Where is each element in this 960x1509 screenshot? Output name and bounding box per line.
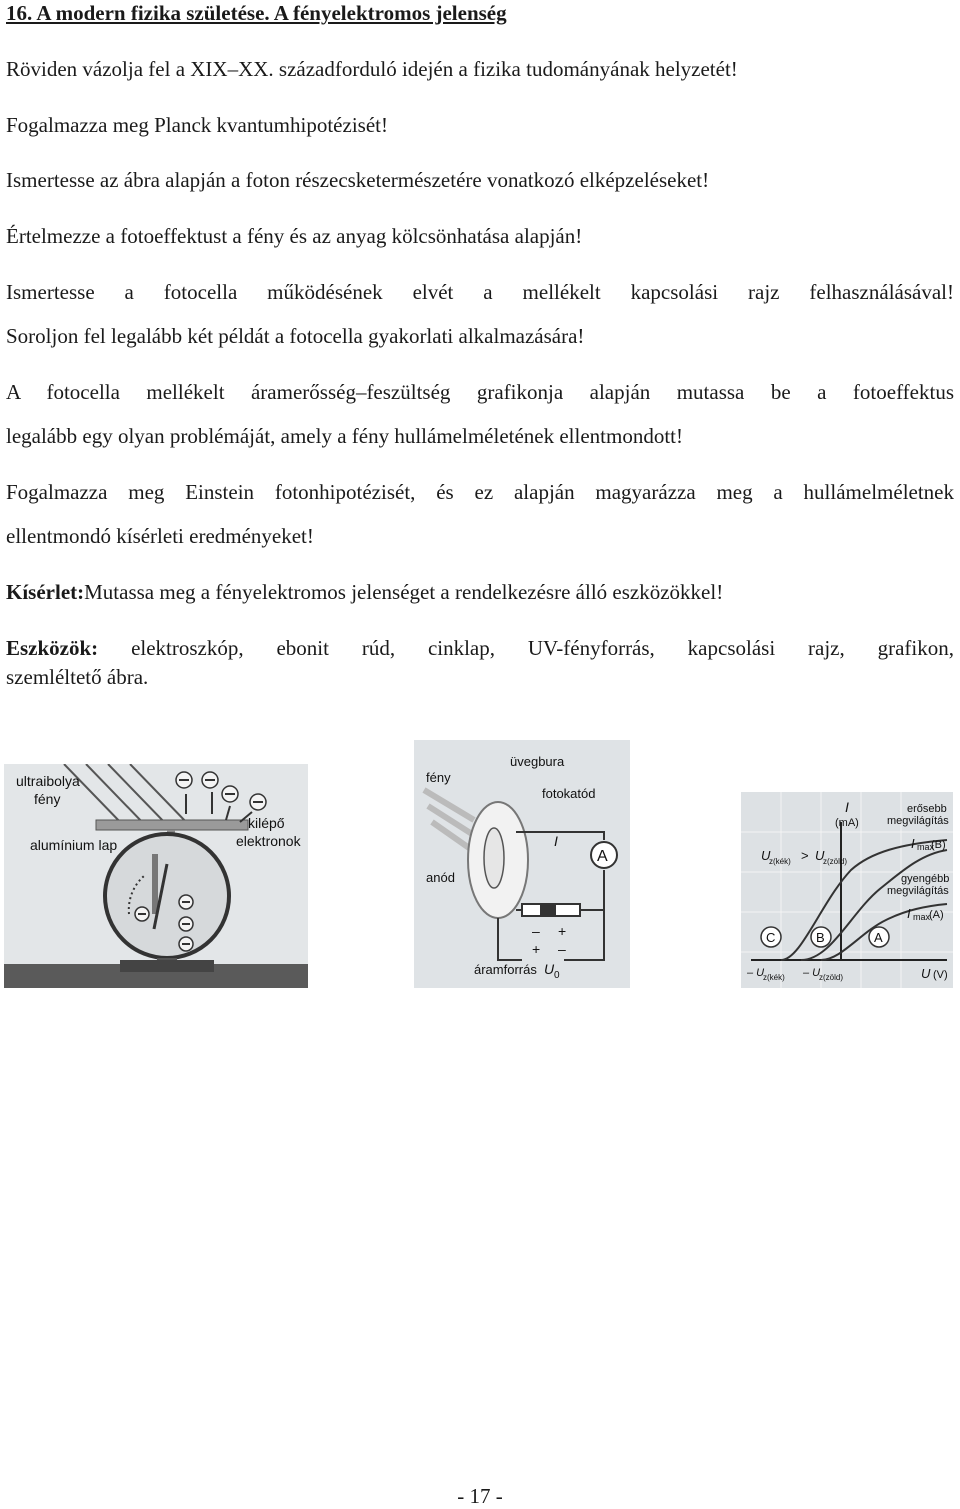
compare-s2: z(zöld): [823, 857, 848, 866]
weaker-label-1: gyengébb: [901, 873, 950, 885]
y-axis-label: I: [845, 799, 849, 815]
experiment-label: Kísérlet:: [6, 580, 85, 604]
imax-b-sub: max: [917, 842, 935, 852]
page-number: - 17 -: [457, 1484, 503, 1508]
x-axis-label: U: [921, 966, 931, 981]
label-voltage-sub: 0: [554, 970, 560, 981]
x-axis-unit: (V): [933, 969, 948, 981]
task-line-6: Soroljon fel legalább két példát a fotocella gyakorlati alkalmazására!: [6, 324, 585, 348]
imax-a-tag: (A): [929, 909, 944, 921]
compare-u1: U: [761, 848, 771, 863]
stronger-label-1: erősebb: [907, 803, 947, 815]
neg-s1: z(kék): [763, 973, 785, 982]
label-light-ray: fény: [426, 770, 451, 785]
tools-line-1: [6, 635, 954, 661]
label-electrons: elektronok: [236, 833, 301, 849]
page-title: 16. A modern fizika születése. A fényelektromos jelenség: [6, 1, 507, 25]
curve-a-label: A: [874, 930, 883, 945]
task-line-2: Fogalmazza meg Planck kvantumhipotézisét!: [6, 113, 388, 137]
label-anode: anód: [426, 870, 455, 885]
label-ultraviolet: ultraibolya: [16, 773, 80, 789]
electroscope-figure: [4, 764, 308, 988]
neg-u1: – U: [747, 967, 765, 979]
compare-gt: >: [801, 848, 809, 863]
task-line-5: Ismertesse a fotocella működésének elvét a mellékelt kapcsolási rajz felhasználásával!: [6, 280, 954, 304]
photocell-circuit-figure: [414, 740, 630, 988]
label-minus: –: [532, 923, 540, 939]
label-power-source: áramforrás: [474, 962, 537, 977]
task-line-1: Röviden vázolja fel a XIX–XX. századforduló idején a fizika tudományának helyzetét!: [6, 57, 738, 81]
label-light: fény: [34, 791, 61, 807]
label-plus: +: [558, 923, 567, 939]
imax-b-tag: (B): [931, 839, 946, 851]
tools-text: elektroszkóp, ebonit rúd, cinklap, UV-fényforrás, kapcsolási rajz, grafikon,: [131, 636, 954, 660]
label-voltage: U: [544, 961, 555, 977]
task-line-4: Értelmezze a fotoeffektust a fény és az anyag kölcsönhatása alapján!: [6, 224, 583, 248]
tools-label: Eszközök:: [6, 636, 99, 660]
label-glass-bulb: üvegbura: [510, 754, 565, 769]
neg-s2: z(zöld): [819, 973, 844, 982]
task-line-10: ellentmondó kísérleti eredményeket!: [6, 524, 314, 548]
imax-a-sub: max: [913, 912, 931, 922]
imax-b-label: I: [911, 836, 915, 851]
experiment-line: [6, 579, 723, 605]
task-line-7: A fotocella mellékelt áramerősség–feszültség grafikonja alapján mutassa be a fotoeffektus: [6, 380, 954, 404]
experiment-text: Mutassa meg a fényelektromos jelenséget a rendelkezésre álló eszközökkel!: [84, 580, 724, 604]
ammeter-label: A: [597, 848, 608, 865]
label-current: I: [554, 833, 558, 849]
stronger-label-2: megvilágítás: [887, 815, 949, 827]
curve-b-label: B: [816, 930, 825, 945]
current-voltage-graph: [741, 792, 953, 988]
label-aluminium-plate: alumínium lap: [30, 837, 118, 853]
label-plus-2: +: [532, 941, 541, 957]
compare-s1: z(kék): [769, 857, 791, 866]
curve-c-label: C: [766, 930, 776, 945]
tools-line-2: szemléltető ábra.: [6, 665, 149, 689]
label-photocathode: fotokatód: [542, 786, 596, 801]
y-axis-unit: (mA): [835, 817, 859, 829]
imax-a-label: I: [907, 906, 911, 921]
task-line-9: Fogalmazza meg Einstein fotonhipotézisét, és ez alapján magyarázza meg a hullámelméletnek: [6, 480, 954, 504]
weaker-label-2: megvilágítás: [887, 885, 949, 897]
compare-u2: U: [815, 848, 825, 863]
task-line-8: legalább egy olyan problémáját, amely a fény hullámelméletének ellentmondott!: [6, 424, 684, 448]
task-line-3: Ismertesse az ábra alapján a foton részecsketermészetére vonatkozó elképzeléseket!: [6, 168, 710, 192]
label-minus-2: –: [558, 941, 566, 957]
label-escaping: kilépő: [248, 815, 285, 831]
neg-u2: – U: [803, 967, 821, 979]
